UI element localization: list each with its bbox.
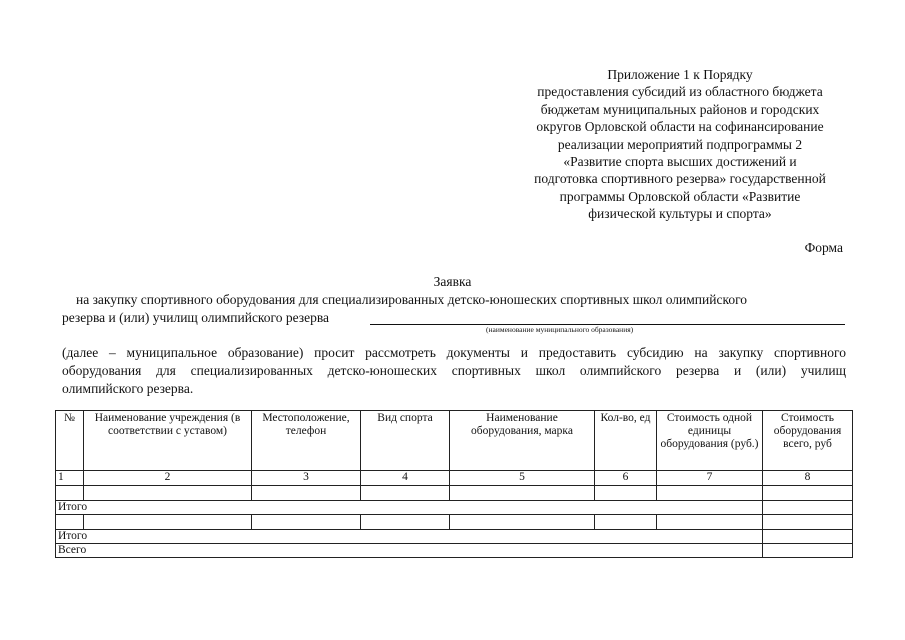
- subtotal-value-cell[interactable]: [763, 501, 853, 515]
- table-cell[interactable]: [361, 515, 450, 530]
- appendix-line: предоставления субсидий из областного бюджета: [537, 84, 823, 100]
- grand-total-value-cell[interactable]: [763, 544, 853, 558]
- table-cell[interactable]: [595, 486, 657, 501]
- appendix-line: бюджетам муниципальных районов и городских: [540, 101, 820, 117]
- paragraph-line: оборудования для специализированных детско-юношеских спортивных школ олимпийского резерва и (или) училищ: [62, 363, 846, 378]
- table-row: [56, 515, 853, 530]
- municipality-fill-caption: (наименование муниципального образования): [486, 325, 634, 334]
- table-cell[interactable]: [763, 486, 853, 501]
- grand-total-label: Всего: [56, 544, 763, 558]
- subtotal-row: [56, 530, 853, 544]
- column-number-row: [56, 471, 853, 486]
- header-number: №: [56, 411, 84, 471]
- column-number: 7: [657, 471, 763, 486]
- subtotal-label: Итого: [56, 501, 763, 515]
- table-cell[interactable]: [361, 486, 450, 501]
- appendix-line: физической культуры и спорта»: [588, 206, 772, 222]
- table-header-row: [56, 411, 853, 471]
- column-number: 5: [450, 471, 595, 486]
- table-cell[interactable]: [252, 486, 361, 501]
- header-total-cost: Стоимость оборудования всего, руб: [763, 411, 853, 471]
- appendix-line: подготовка спортивного резерва» государственной: [534, 171, 826, 187]
- table-row: [56, 486, 853, 501]
- grand-total-row: [56, 544, 853, 558]
- header-institution: Наименование учреждения (в соответствии с уставом): [84, 411, 252, 471]
- table-cell[interactable]: [56, 515, 84, 530]
- appendix-line: реализации мероприятий подпрограммы 2: [557, 136, 803, 152]
- table-cell[interactable]: [56, 486, 84, 501]
- request-paragraph: [62, 344, 846, 398]
- header-equipment: Наименование оборудования, марка: [450, 411, 595, 471]
- appendix-line: округов Орловской области на софинансирование: [536, 119, 824, 135]
- subtotal-label: Итого: [56, 530, 763, 544]
- table-cell[interactable]: [657, 486, 763, 501]
- column-number: 8: [763, 471, 853, 486]
- header-location: Местоположение, телефон: [252, 411, 361, 471]
- column-number: 2: [84, 471, 252, 486]
- table-cell[interactable]: [84, 486, 252, 501]
- table-cell[interactable]: [84, 515, 252, 530]
- equipment-table: [55, 410, 853, 558]
- table-cell[interactable]: [450, 486, 595, 501]
- table-cell[interactable]: [252, 515, 361, 530]
- column-number: 3: [252, 471, 361, 486]
- appendix-line: Приложение 1 к Порядку: [607, 67, 753, 82]
- appendix-note: [495, 66, 865, 223]
- header-sport: Вид спорта: [361, 411, 450, 471]
- appendix-line: программы Орловской области «Развитие: [559, 188, 801, 204]
- appendix-line: «Развитие спорта высших достижений и: [563, 154, 797, 170]
- subtotal-value-cell[interactable]: [763, 530, 853, 544]
- document-title: Заявка: [433, 274, 472, 289]
- document-subtitle-line2: резерва и (или) училищ олимпийского резерва: [62, 310, 330, 325]
- paragraph-line: (далее – муниципальное образование) просит рассмотреть документы и предоставить субсидию на закупку спортивного: [62, 345, 846, 360]
- header-unit-cost: Стоимость одной единицы оборудования (руб.): [657, 411, 763, 471]
- table-cell[interactable]: [763, 515, 853, 530]
- column-number: 4: [361, 471, 450, 486]
- subtotal-row: [56, 501, 853, 515]
- document-subtitle-line1: на закупку спортивного оборудования для специализированных детско-юношеских спортивных школ олимпийского: [76, 292, 748, 307]
- header-quantity: Кол-во, ед: [595, 411, 657, 471]
- table-cell[interactable]: [657, 515, 763, 530]
- table-cell[interactable]: [595, 515, 657, 530]
- paragraph-line: олимпийского резерва.: [62, 381, 194, 396]
- table-cell[interactable]: [450, 515, 595, 530]
- column-number: 1: [56, 471, 84, 486]
- form-label: Форма: [804, 240, 843, 255]
- column-number: 6: [595, 471, 657, 486]
